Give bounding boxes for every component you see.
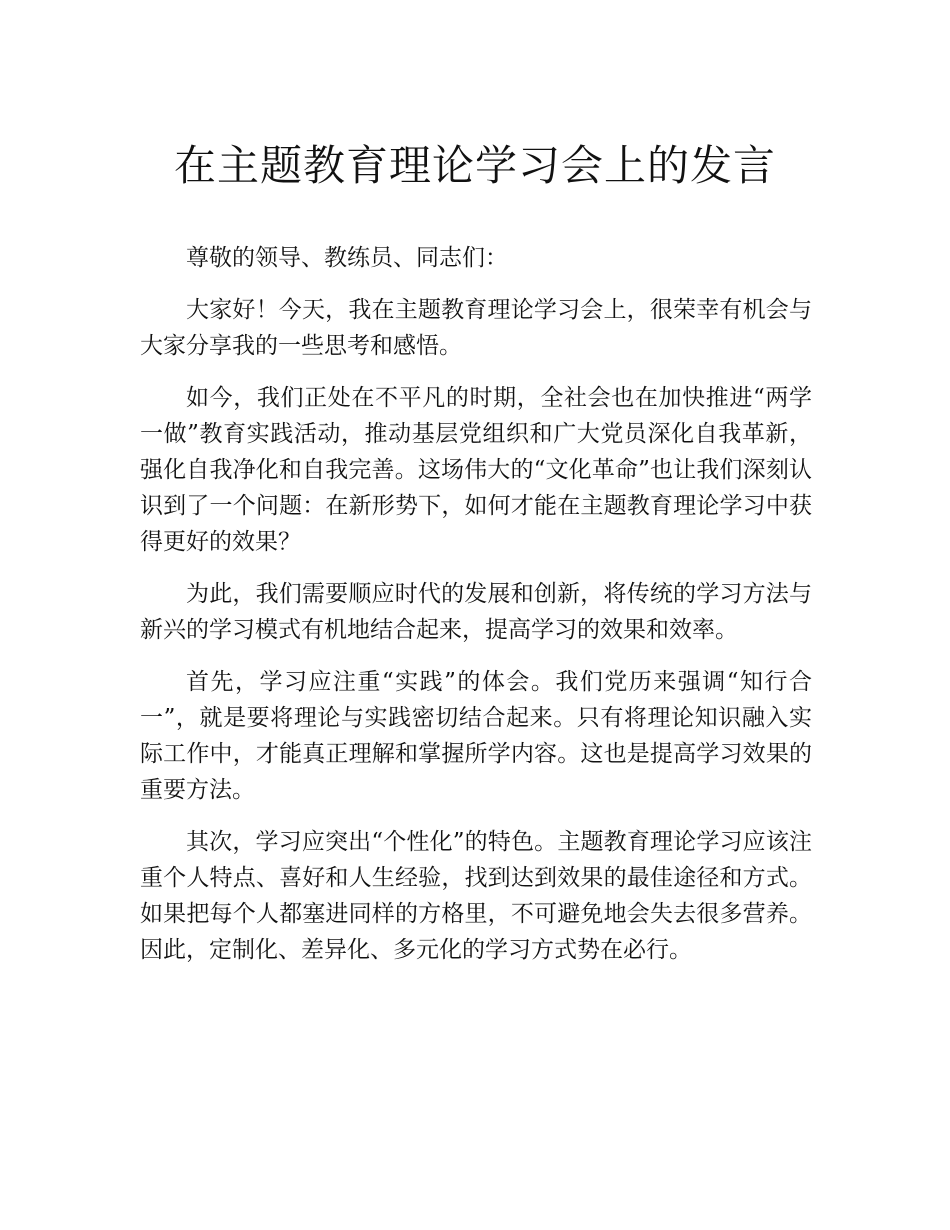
paragraph-context: 如今，我们正处在不平凡的时期，全社会也在加快推进“两学一做”教育实践活动，推动基层党组织和广大党员深化自我革新，强化自我净化和自我完善。这场伟大的“文化革命”也让我们深刻认识到了一个问题：在新形势下，如何才能在主题教育理论学习中获得更好的效果？ [140, 385, 812, 555]
paragraph-first-point: 首先，学习应注重“实践”的体会。我们党历来强调“知行合一”，就是要将理论与实践密切结合起来。只有将理论知识融入实际工作中，才能真正理解和掌握所学内容。这也是提高学习效果的重要方法。 [140, 669, 812, 803]
paragraph-approach: 为此，我们需要顺应时代的发展和创新，将传统的学习方法与新兴的学习模式有机地结合起来，提高学习的效果和效率。 [140, 581, 812, 643]
paragraph-salutation: 尊敬的领导、教练员、同志们： [186, 245, 508, 271]
document-title: 在主题教育理论学习会上的发言 [173, 141, 776, 190]
paragraph-second-point: 其次，学习应突出“个性化”的特色。主题教育理论学习应该注重个人特点、喜好和人生经验，找到达到效果的最佳途径和方式。如果把每个人都塞进同样的方格里，不可避免地会失去很多营养。因此，定制化、差异化、多元化的学习方式势在必行。 [140, 829, 812, 963]
document-body [140, 240, 812, 984]
paragraph-greeting: 大家好！今天，我在主题教育理论学习会上，很荣幸有机会与大家分享我的一些思考和感悟。 [140, 297, 812, 359]
